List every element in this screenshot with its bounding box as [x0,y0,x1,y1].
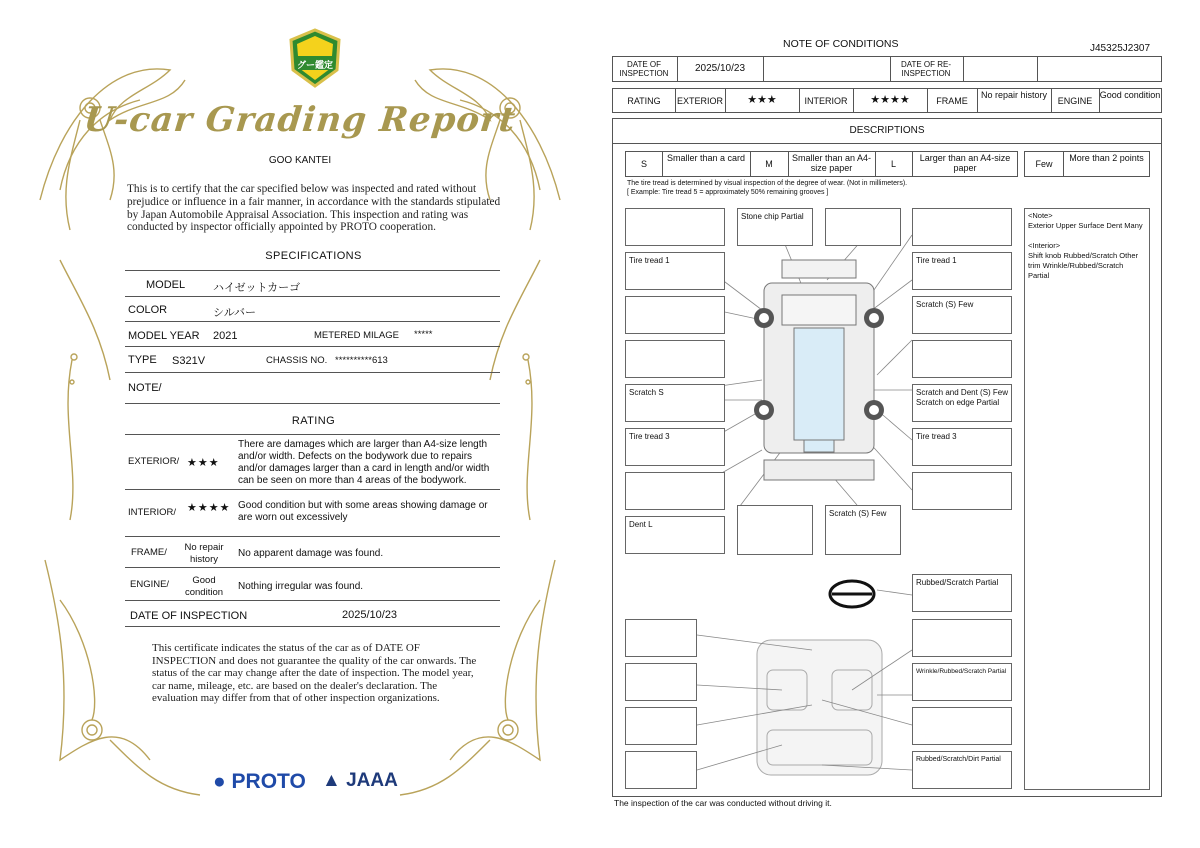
model-year-value: 2021 [213,330,238,342]
jaaa-logo: ▲ JAAA [322,770,398,791]
exterior-stars: ★★★ [187,456,220,469]
model-year-label: MODEL YEAR [128,330,200,342]
model-value: ハイゼットカーゴ [213,282,301,294]
exterior-stars: ★★★ [747,94,777,106]
tire-note-2: [ Example: Tire tread 5 = approximately 50% remaining grooves ] [627,189,829,196]
interior-box-seat-front: Wrinkle/Rubbed/Scratch Partial [912,663,1012,701]
divider [125,403,500,404]
note-text: Exterior Upper Surface Dent Many [1028,221,1143,230]
frame-label: FRAME/ [131,547,167,558]
rating-heading: RATING [291,415,336,427]
legend-l: L [890,159,896,169]
interior-box [625,751,697,789]
interior-label: INTERIOR [804,96,848,106]
legend-s: S [640,159,647,169]
divider [125,434,500,435]
engine-description: Nothing irregular was found. [238,581,364,592]
frame-description: No apparent damage was found. [238,548,384,559]
note-heading: <Note> [1028,211,1053,220]
reinspection-label: DATE OF RE-INSPECTION [900,60,952,78]
interior-box [625,619,697,657]
mileage-label: METERED MILAGE [314,330,399,341]
model-label: MODEL [146,279,186,291]
damage-box [825,208,901,246]
date-label: DATE OF INSPECTION [130,610,248,622]
type-value: S321V [172,355,206,367]
damage-box [912,208,1012,246]
damage-box-right-tire-front: Tire tread 1 [912,252,1012,290]
certificate-subtitle: GOO KANTEI [268,155,332,166]
chassis-value: **********613 [335,355,388,366]
damage-box-right-scratch: Scratch (S) Few [912,296,1012,334]
interior-label: INTERIOR/ [128,507,177,518]
color-label: COLOR [128,304,168,316]
proto-logo: ● PROTO [213,770,306,793]
conditions-footer: The inspection of the car was conducted without driving it. [614,798,832,808]
interior-box [912,707,1012,745]
divider [125,536,500,537]
damage-box-left-dent: Dent L [625,516,725,554]
damage-box-left-tire-rear: Tire tread 3 [625,428,725,466]
divider [125,489,500,490]
chassis-label: CHASSIS NO. [266,355,328,366]
engine-value: Good condition [1099,90,1161,100]
legend-few: Few [1035,159,1053,169]
damage-box [625,296,725,334]
type-label: TYPE [128,354,157,366]
divider [125,567,500,568]
frame-label: FRAME [936,96,968,106]
interior-box [625,707,697,745]
frame-value: No repair history [980,90,1048,100]
interior-description: Good condition but with some areas showing damage or are worn out excessively [238,500,488,523]
notes-panel [1024,208,1150,790]
engine-value: Good condition [184,575,224,598]
tire-note-1: The tire tread is determined by visual inspection of the degree of wear. (Not in millimeters). [627,180,908,187]
damage-box [912,340,1012,378]
damage-box-right-scratch-dent: Scratch and Dent (S) Few Scratch on edge Partial [912,384,1012,422]
damage-box-bottom-scratch: Scratch (S) Few [825,505,901,555]
goo-kantei-badge [287,28,343,90]
interior-box [625,663,697,701]
interior-heading: <Interior> [1028,241,1061,250]
badge-text: グー鑑定 [296,61,333,71]
divider [125,372,500,373]
damage-box [625,208,725,246]
note-label: NOTE/ [128,382,162,394]
divider [125,296,500,297]
legend-m-desc: Smaller than an A4-size paper [791,153,872,173]
certificate-footer: This certificate indicates the status of the car as of DATE OF INSPECTION and does not guarantee the quality of the car onwards. The status of the car may change after the date of inspection. The model year, car name, mileage, etc. are based on the dealer's declaration. The evaluation may differ from that of other inspection organizations. [152,642,477,705]
exterior-label: EXTERIOR [676,96,723,106]
damage-box [625,472,725,510]
engine-label: ENGINE [1057,96,1093,106]
divider [125,600,500,601]
interior-stars: ★★★★ [187,501,231,514]
exterior-label: EXTERIOR/ [128,456,180,467]
damage-box [737,505,813,555]
damage-box-top-stone-chip: Stone chip Partial [737,208,813,246]
interior-box [912,619,1012,657]
certificate-intro: This is to certify that the car specified below was inspected and rated without prejudice or influence in a fair manner, in accordance with the standards stipulated by Japan Automobile Appraisal Association. This inspection and rating was conducted by inspector officially appointed by PROTO cooperation. [127,183,501,234]
specifications-heading: SPECIFICATIONS [265,250,362,262]
exterior-description: There are damages which are larger than A4-size length and/or width. Defects on the bodywork due to repairs and/or damages larger than a card in length and/or width can be seen on more than 4 areas of the bodywork. [238,439,490,486]
color-value: シルバー [213,307,256,319]
interior-box-seat-rear: Rubbed/Scratch/Dirt Partial [912,751,1012,789]
report-id: J45325J2307 [1090,43,1151,54]
date-inspection-label: DATE OF INSPECTION [619,60,669,78]
damage-box-left-scratch: Scratch S [625,384,725,422]
frame-value: No repair history [184,542,224,565]
divider [125,321,500,322]
interior-box-steering: Rubbed/Scratch Partial [912,574,1012,612]
damage-box [625,340,725,378]
descriptions-heading: DESCRIPTIONS [849,125,925,136]
interior-text: Shift knob Rubbed/Scratch Other trim Wrinkle/Rubbed/Scratch Partial [1028,251,1139,280]
divider [125,626,500,627]
legend-few-desc: More than 2 points [1069,153,1144,163]
engine-label: ENGINE/ [130,579,170,590]
conditions-title: NOTE OF CONDITIONS [783,38,899,50]
legend-m: M [765,159,773,169]
damage-box-right-tire-rear: Tire tread 3 [912,428,1012,466]
date-value: 2025/10/23 [342,609,398,621]
date-inspection-value: 2025/10/23 [694,63,746,74]
damage-box [912,472,1012,510]
legend-l-desc: Larger than an A4-size paper [919,153,1011,173]
legend-s-desc: Smaller than a card [666,153,746,163]
divider [125,270,500,271]
divider [125,346,500,347]
damage-box-left-tire-front: Tire tread 1 [625,252,725,290]
certificate-title: U-car Grading Report [82,100,518,140]
rating-label: RATING [627,96,661,106]
mileage-value: ***** [414,329,433,340]
interior-stars: ★★★★ [870,94,910,106]
